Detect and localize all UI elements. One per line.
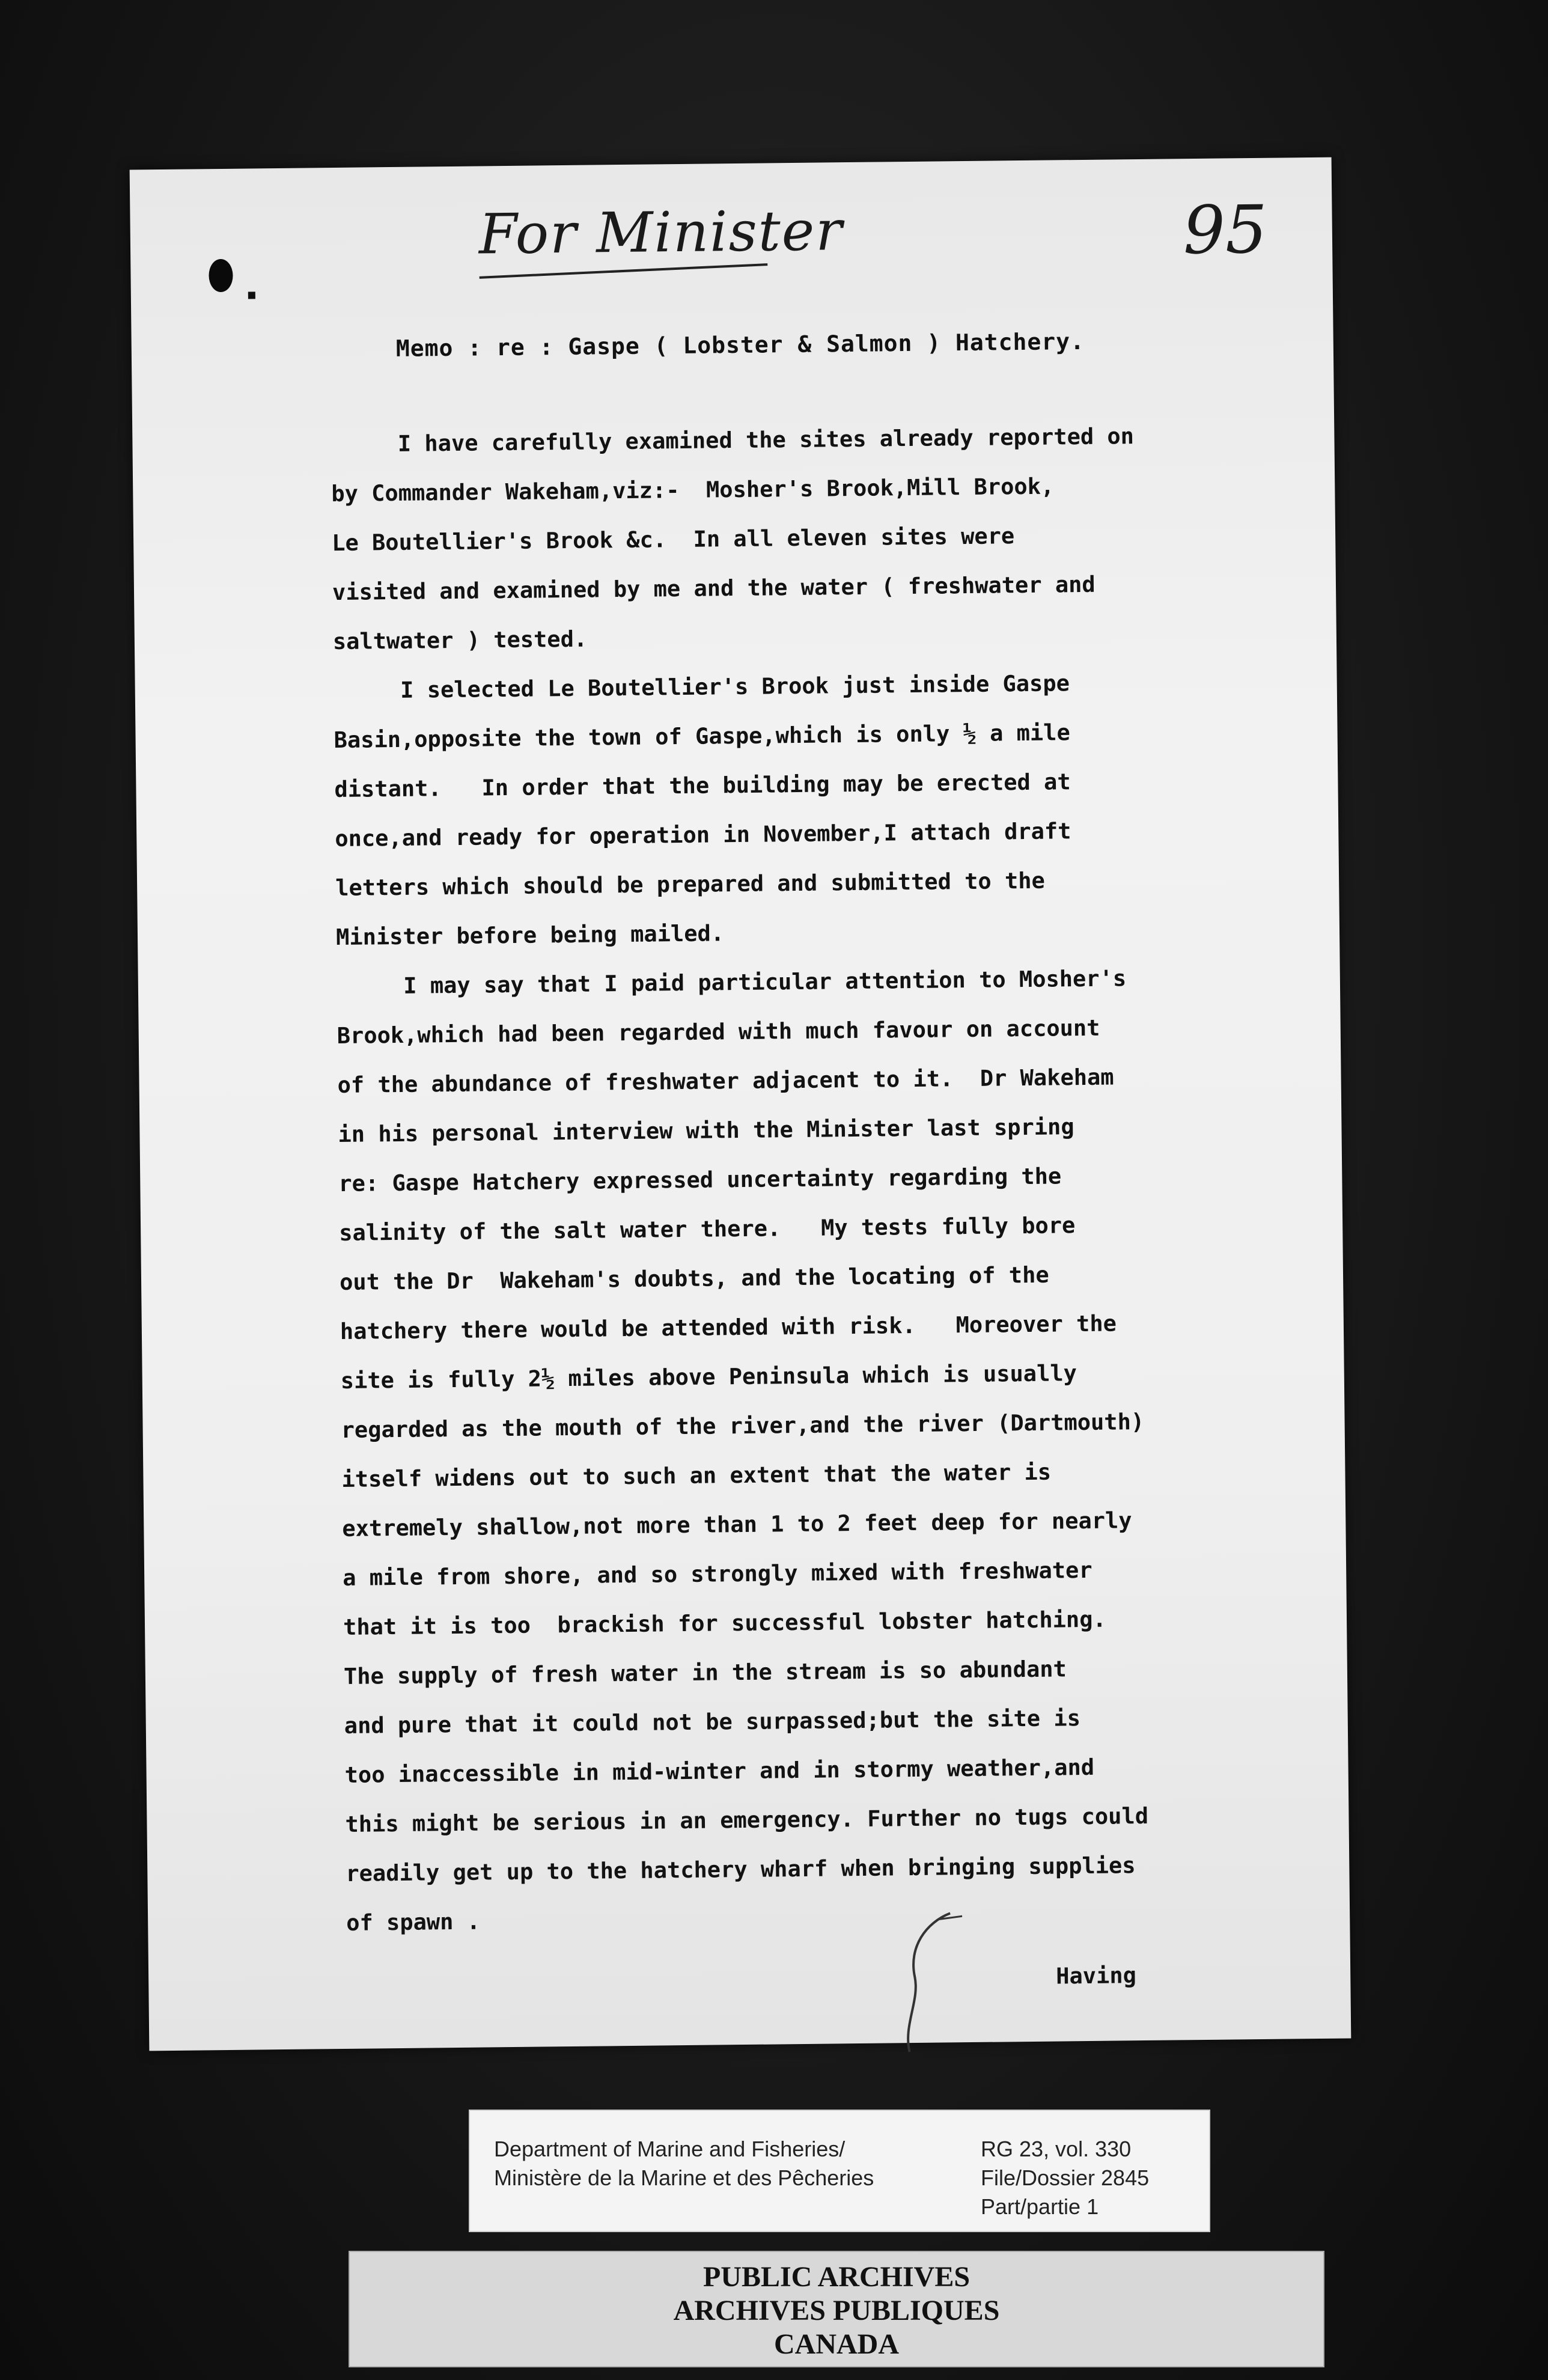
memo-line: distant. In order that the building may be erected at: [334, 769, 1071, 803]
ink-dot: [248, 291, 255, 299]
page-number: 95: [1183, 191, 1268, 269]
memo-line: in his personal interview with the Minister last spring: [338, 1114, 1074, 1148]
public-archives-banner: [349, 2251, 1324, 2367]
memo-line: letters which should be prepared and submitted to the: [335, 867, 1045, 902]
memo-line: re: Gaspe Hatchery expressed uncertainty regarding the: [338, 1163, 1062, 1197]
memo-line: too inaccessible in mid-winter and in stormy weather,and: [344, 1754, 1095, 1788]
memo-line: The supply of fresh water in the stream is so abundant: [343, 1656, 1067, 1689]
memo-line: Basin,opposite the town of Gaspe,which is only ½ a mile: [334, 719, 1070, 754]
file-reference: [981, 2135, 1149, 2221]
department-fr: Ministère de la Marine et des Pêcheries: [494, 2165, 874, 2190]
memo-line: I may say that I paid particular attention to Mosher's: [336, 965, 1127, 1000]
memo-line: hatchery there would be attended with risk. Moreover the: [340, 1310, 1117, 1344]
memo-page: [130, 157, 1351, 2051]
memo-line: Le Boutellier's Brook &c. In all eleven sites were: [331, 523, 1015, 557]
catchword: Having: [1055, 1962, 1137, 1989]
memo-line: of the abundance of freshwater adjacent to it. Dr Wakeham: [337, 1064, 1114, 1099]
archive-reference-label: [469, 2110, 1210, 2232]
memo-line: extremely shallow,not more than 1 to 2 feet deep for nearly: [342, 1507, 1132, 1542]
banner-line-fr: ARCHIVES PUBLIQUES: [673, 2295, 1000, 2327]
banner-line-en: PUBLIC ARCHIVES: [702, 2261, 971, 2293]
memo-line: Minister before being mailed.: [335, 920, 725, 951]
memo-line: site is fully 2½ miles above Peninsula which is usually: [340, 1360, 1077, 1394]
memo-line: I selected Le Boutellier's Brook just inside Gaspe: [333, 670, 1070, 704]
record-group: RG 23, vol. 330: [981, 2137, 1132, 2161]
memo-body: [331, 410, 1296, 1948]
memo-line: by Commander Wakeham,viz:- Mosher's Brook,Mill Brook,: [331, 473, 1055, 507]
pencil-mark: [890, 1910, 964, 2055]
memo-line: saltwater ) tested.: [332, 626, 588, 655]
memo-title: Memo : re : Gaspe ( Lobster & Salmon ) Hatchery.: [395, 328, 1085, 362]
file-part: Part/partie 1: [981, 2194, 1099, 2219]
memo-line: I have carefully examined the sites already reported on: [331, 423, 1135, 458]
memo-line: salinity of the salt water there. My tests fully bore: [338, 1212, 1076, 1246]
memo-line: of spawn .: [346, 1908, 481, 1936]
memo-line: a mile from shore, and so strongly mixed with freshwater: [342, 1557, 1092, 1591]
memo-line: Brook,which had been regarded with much favour on account: [337, 1015, 1100, 1049]
memo-line: this might be serious in an emergency. Further no tugs could: [345, 1802, 1149, 1837]
memo-line: and pure that it could not be surpassed;but the site is: [344, 1705, 1081, 1739]
memo-line: itself widens out to such an extent that the water is: [341, 1459, 1052, 1492]
memo-line: readily get up to the hatchery wharf when bringing supplies: [346, 1852, 1136, 1887]
department-names: [494, 2135, 874, 2192]
memo-line: that it is too brackish for successful lobster hatching.: [343, 1606, 1106, 1640]
department-en: Department of Marine and Fisheries/: [494, 2137, 846, 2161]
memo-line: once,and ready for operation in November,I attach draft: [335, 818, 1071, 852]
memo-line: regarded as the mouth of the river,and the river (Dartmouth): [341, 1408, 1145, 1443]
memo-line: visited and examined by me and the water ( freshwater and: [332, 571, 1095, 606]
banner-line-country: CANADA: [774, 2328, 899, 2360]
punch-hole-mark: [209, 259, 233, 292]
memo-line: out the Dr Wakeham's doubts, and the locating of the: [339, 1262, 1049, 1295]
file-dossier: File/Dossier 2845: [981, 2165, 1150, 2190]
handwritten-annotation: For Minister: [478, 198, 844, 267]
